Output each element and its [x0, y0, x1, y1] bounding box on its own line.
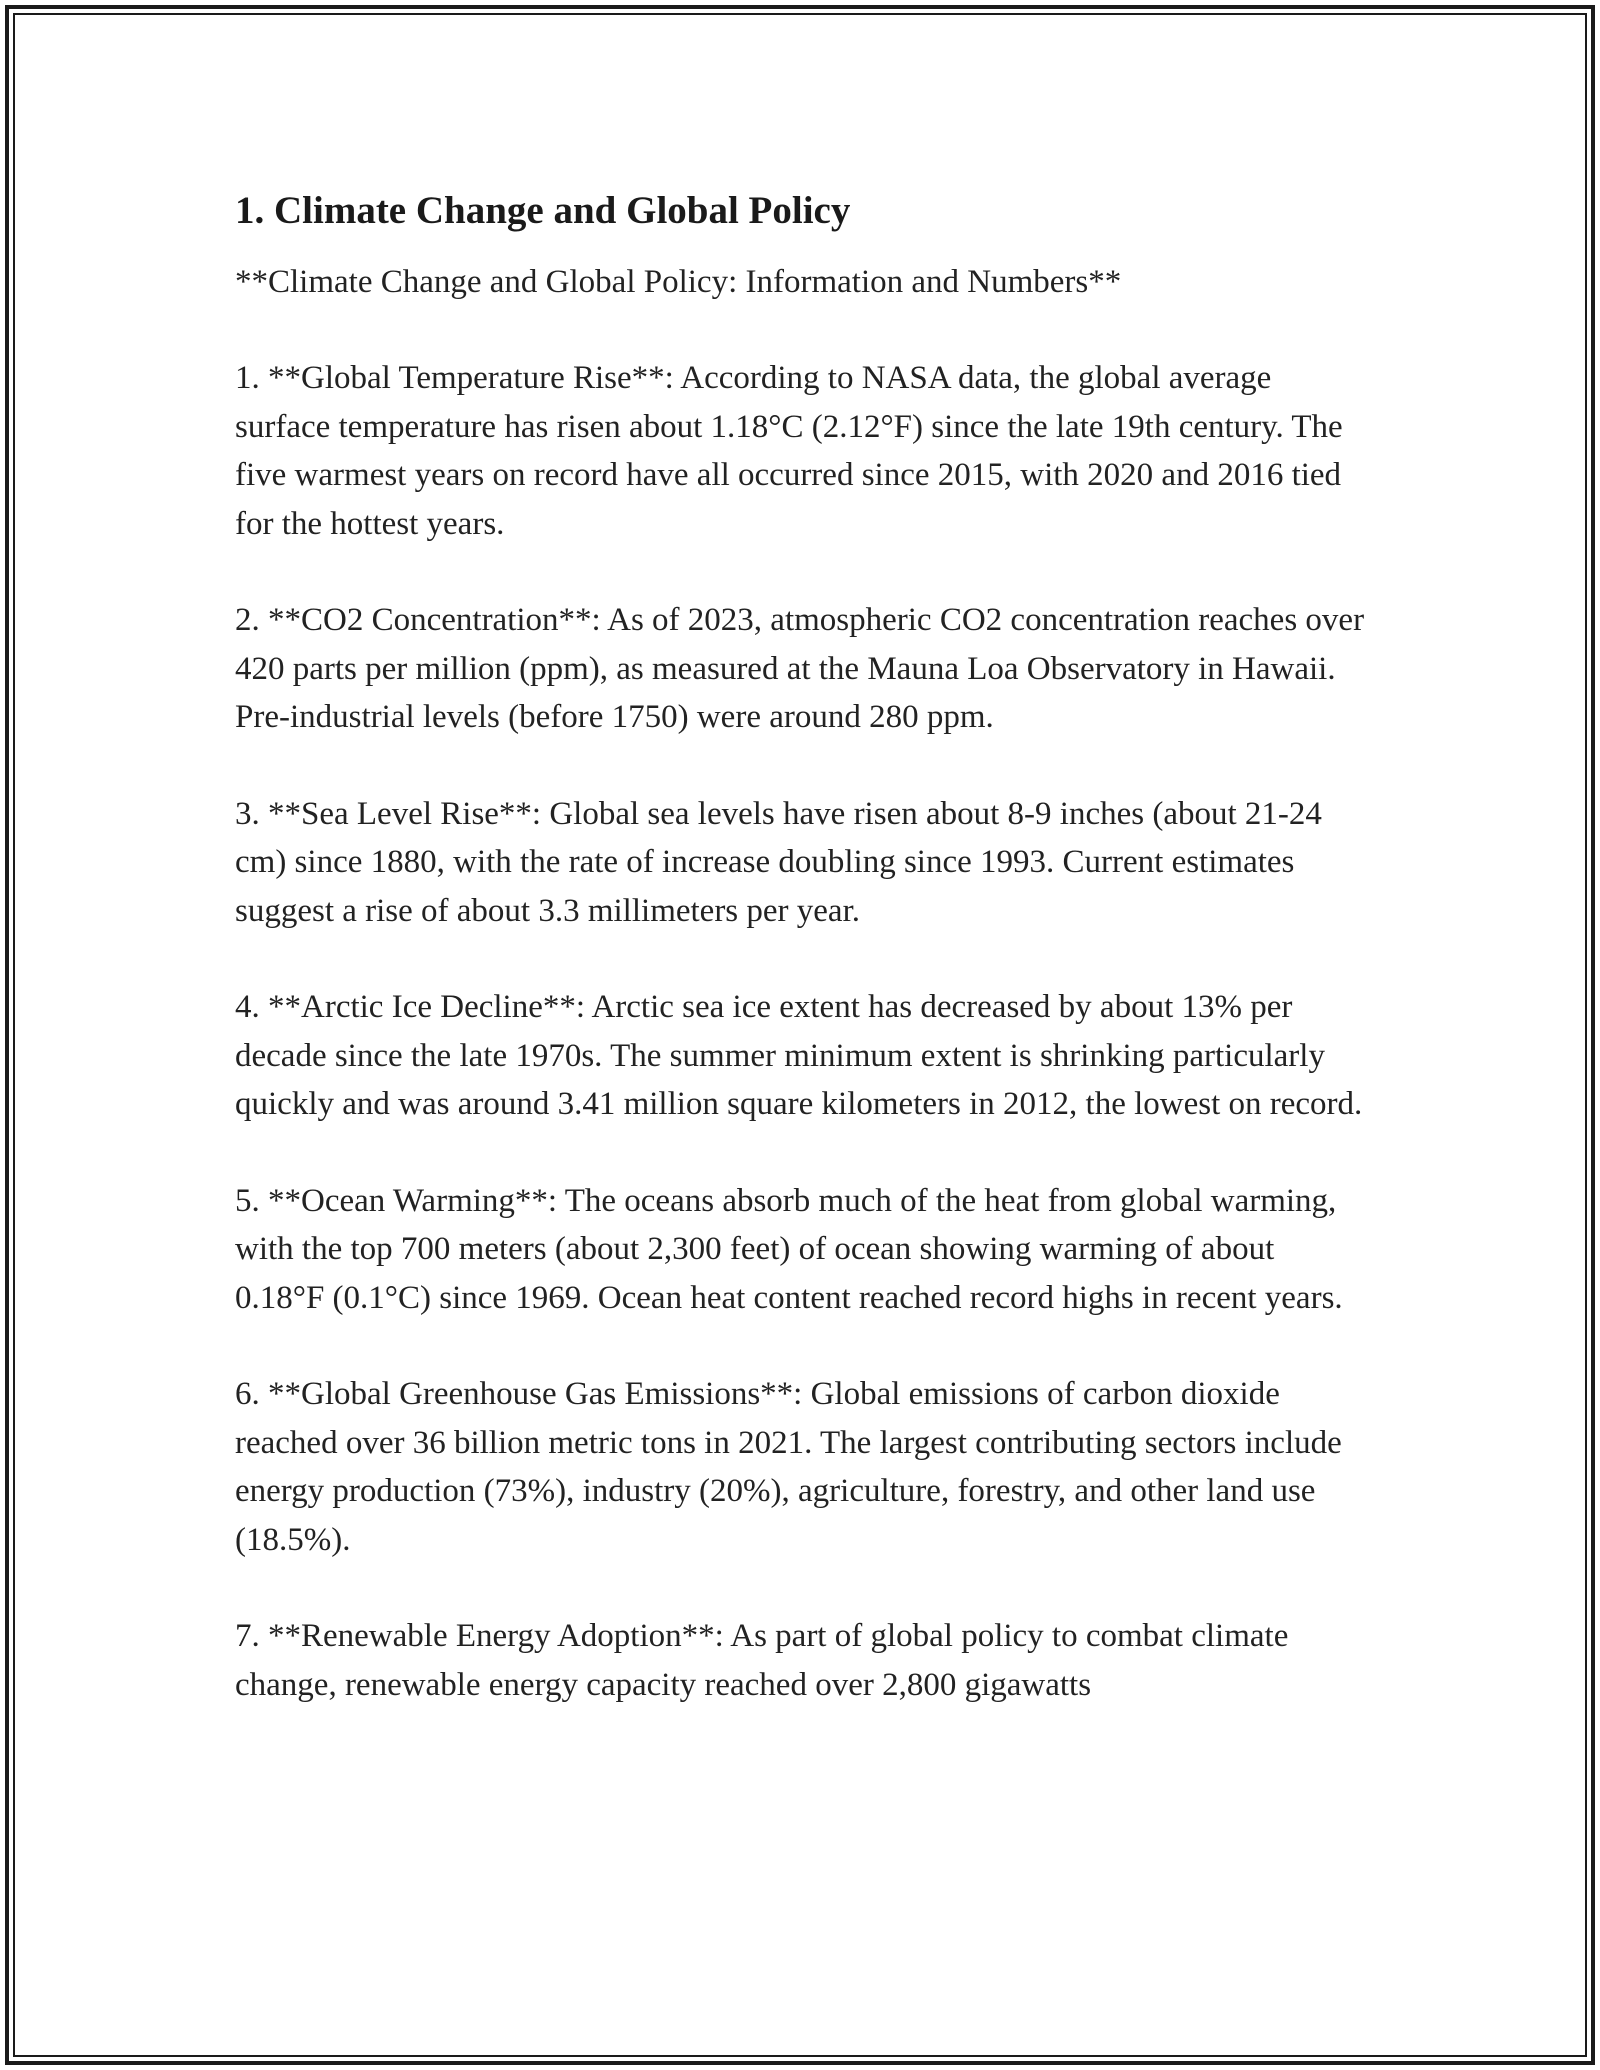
list-item: 1. **Global Temperature Rise**: According to NASA data, the global average surface temperature has risen about 1.18°C (2.12°F) since the late 19th century. The five warmest years on record have all occurred since 2015, with 2020 and 2016 tied for the hottest years.	[235, 360, 1343, 542]
list-item: 7. **Renewable Energy Adoption**: As part of global policy to combat climate change, renewable energy capacity reached over 2,800 gigawatts	[235, 1618, 1289, 1703]
document-body	[235, 186, 1365, 1757]
list-item: 3. **Sea Level Rise**: Global sea levels have risen about 8-9 inches (about 21-24 cm) since 1880, with the rate of increase doubling since 1993. Current estimates suggest a rise of about 3.3 millimeters per year.	[235, 795, 1322, 929]
list-item: 2. **CO2 Concentration**: As of 2023, atmospheric CO2 concentration reaches over 420 parts per million (ppm), as measured at the Mauna Loa Observatory in Hawaii. Pre-industrial levels (before 1750) were around 280 ppm.	[235, 602, 1365, 735]
document-subtitle: **Climate Change and Global Policy: Information and Numbers**	[235, 264, 1122, 300]
list-item: 5. **Ocean Warming**: The oceans absorb much of the heat from global warming, with the top 700 meters (about 2,300 feet) of ocean showing warming of about 0.18°F (0.1°C) since 1969. Ocean heat content reached record highs in recent years.	[235, 1182, 1343, 1316]
document-title: 1. Climate Change and Global Policy	[235, 189, 851, 232]
list-item: 6. **Global Greenhouse Gas Emissions**: Global emissions of carbon dioxide reached over 36 billion metric tons in 2021. The largest contributing sectors include energy production (73%), industry (20%), agriculture, forestry, and other land use (18.5%).	[235, 1376, 1342, 1558]
list-item: 4. **Arctic Ice Decline**: Arctic sea ice extent has decreased by about 13% per decade since the late 1970s. The summer minimum extent is shrinking particularly quickly and was around 3.41 million square kilometers in 2012, the lowest on record.	[235, 989, 1363, 1122]
